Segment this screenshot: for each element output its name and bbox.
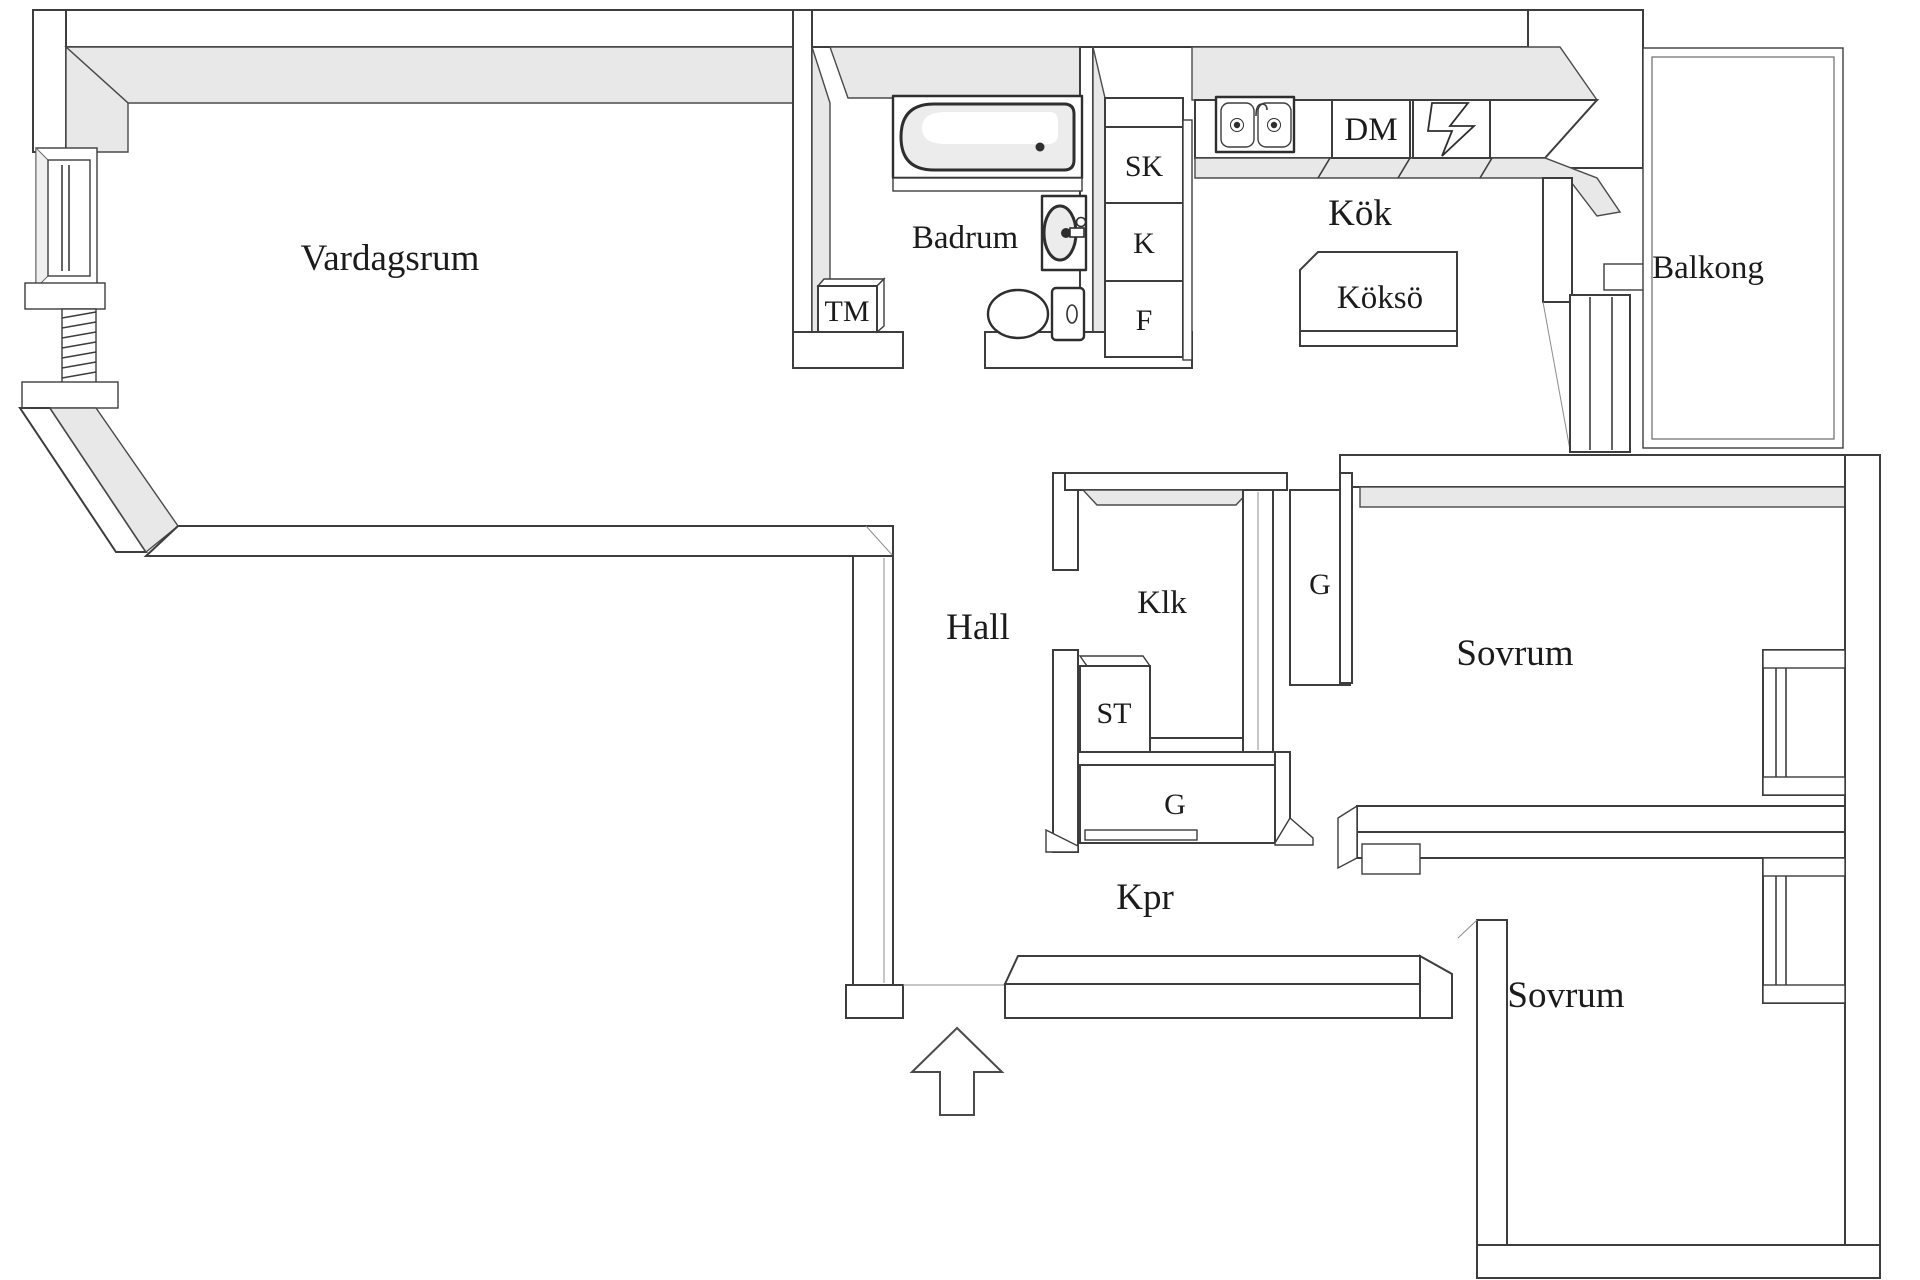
toilet-bowl xyxy=(988,290,1048,338)
room-label-kok: Kök xyxy=(1328,193,1392,234)
bathtub-highlight xyxy=(922,112,1058,144)
washbasin-tap-knob xyxy=(1077,218,1086,227)
radiator-icon xyxy=(62,309,96,385)
window-head xyxy=(1763,858,1845,876)
bedroom2-west-wall-cap xyxy=(1458,920,1477,938)
st-top-bevel xyxy=(1080,656,1150,666)
klk-north-wall xyxy=(1065,473,1287,490)
balcony xyxy=(1643,48,1843,448)
balcony-railing-outer xyxy=(1643,48,1843,448)
washbasin-icon xyxy=(1042,196,1086,270)
bedroom1-north-wall xyxy=(1340,455,1880,487)
balcony-door xyxy=(1543,178,1648,452)
window-sill xyxy=(25,283,105,309)
bedroom2-south-wall xyxy=(1477,1245,1880,1278)
partition-left-cap xyxy=(1338,806,1357,868)
living-south-wall xyxy=(146,526,893,556)
bathroom-south-wall-left xyxy=(793,332,903,368)
entry-door-jamb-left xyxy=(846,985,903,1018)
lower-sill xyxy=(22,382,118,408)
closet-side-band xyxy=(1183,120,1192,360)
fixture-label-st: ST xyxy=(1096,697,1132,730)
tm-top-bevel xyxy=(818,279,884,286)
kitchen-sink-icon xyxy=(1216,97,1294,152)
room-label-sovrum-2: Sovrum xyxy=(1507,975,1625,1016)
room-label-badrum: Badrum xyxy=(911,220,1019,256)
closet-filler xyxy=(1105,98,1183,127)
hall-west-wall xyxy=(853,556,893,985)
kpr-south-wall-top xyxy=(1005,956,1420,984)
room-label-kokso: Köksö xyxy=(1336,280,1424,316)
living-south-and-hall-walls xyxy=(146,526,903,1018)
bathroom-north-wall-face xyxy=(830,47,1080,98)
fixture-label-dm: DM xyxy=(1344,112,1398,148)
bathtub-front-lip xyxy=(893,178,1082,191)
room-label-kpr: Kpr xyxy=(1116,877,1174,918)
sink-drain-right xyxy=(1271,122,1277,128)
bedroom1-window-icon xyxy=(1763,650,1845,795)
fixture-label-k: K xyxy=(1133,227,1155,260)
sink-drain-left xyxy=(1234,122,1240,128)
washbasin-tap xyxy=(1070,228,1084,237)
fixture-label-g-lower: G xyxy=(1164,788,1186,821)
window-icon xyxy=(36,148,97,288)
klk-north-wall-face xyxy=(1083,490,1250,505)
balcony-door-leaf xyxy=(1570,295,1630,452)
window-sill xyxy=(1763,777,1845,795)
kpr-south-wall-cap xyxy=(1420,956,1452,1018)
partition-door-jamb xyxy=(1362,844,1420,874)
window-reveal xyxy=(36,148,48,288)
fixture-label-g-upper: G xyxy=(1309,568,1331,601)
fixture-label-sk: SK xyxy=(1124,150,1164,183)
klk-closet-area xyxy=(1046,473,1350,852)
door-swing-line xyxy=(1543,302,1570,450)
fixture-label-f: F xyxy=(1135,304,1153,337)
room-label-vardagsrum: Vardagsrum xyxy=(300,238,480,279)
g-lower-rail xyxy=(1085,830,1197,840)
window-sill xyxy=(1763,985,1845,1003)
bedroom1-north-wall-face xyxy=(1360,487,1845,507)
living-room-west-bay xyxy=(20,148,178,552)
east-outer-wall xyxy=(1845,455,1880,1278)
kitchen-east-wall xyxy=(1543,178,1572,302)
bedroom2-west-wall xyxy=(1477,920,1507,1278)
partition-top xyxy=(1357,806,1845,832)
island-front xyxy=(1300,331,1457,346)
tm-side-bevel xyxy=(877,279,884,332)
room-label-sovrum-1: Sovrum xyxy=(1456,633,1574,674)
kpr-south-wall-front xyxy=(1005,984,1420,1018)
kitchen xyxy=(1192,47,1648,452)
bathroom-east-wall-face xyxy=(1093,47,1105,357)
hall-kpr-walls xyxy=(912,956,1452,1115)
living-north-wall-face xyxy=(66,47,793,103)
balcony-door-sill xyxy=(1604,264,1648,290)
bathtub-icon xyxy=(893,96,1082,191)
toilet-icon xyxy=(988,288,1084,340)
west-wall-band xyxy=(33,10,66,152)
bedroom2-window-icon xyxy=(1763,858,1845,1003)
entrance-arrow-icon xyxy=(912,1028,1002,1115)
bedroom-2 xyxy=(1458,858,1880,1278)
toilet-flush-button xyxy=(1067,305,1077,323)
room-label-klk: Klk xyxy=(1137,585,1187,621)
klk-south-wall xyxy=(1150,738,1243,752)
room-label-balkong: Balkong xyxy=(1652,250,1764,286)
fixture-label-tm: TM xyxy=(824,295,870,328)
bedroom1-west-wall xyxy=(1340,473,1352,683)
kitchen-north-wall-face xyxy=(1192,47,1597,100)
stove-icon xyxy=(1413,100,1490,158)
bathroom-west-wall xyxy=(793,10,812,332)
klk-west-wall-lower xyxy=(1053,650,1078,852)
bathtub-drain xyxy=(1036,143,1045,152)
room-label-hall: Hall xyxy=(946,607,1010,648)
entrance-arrow xyxy=(912,1028,1002,1115)
north-wall-band xyxy=(33,10,1528,47)
window-head xyxy=(1763,650,1845,668)
partition-front xyxy=(1357,832,1845,858)
